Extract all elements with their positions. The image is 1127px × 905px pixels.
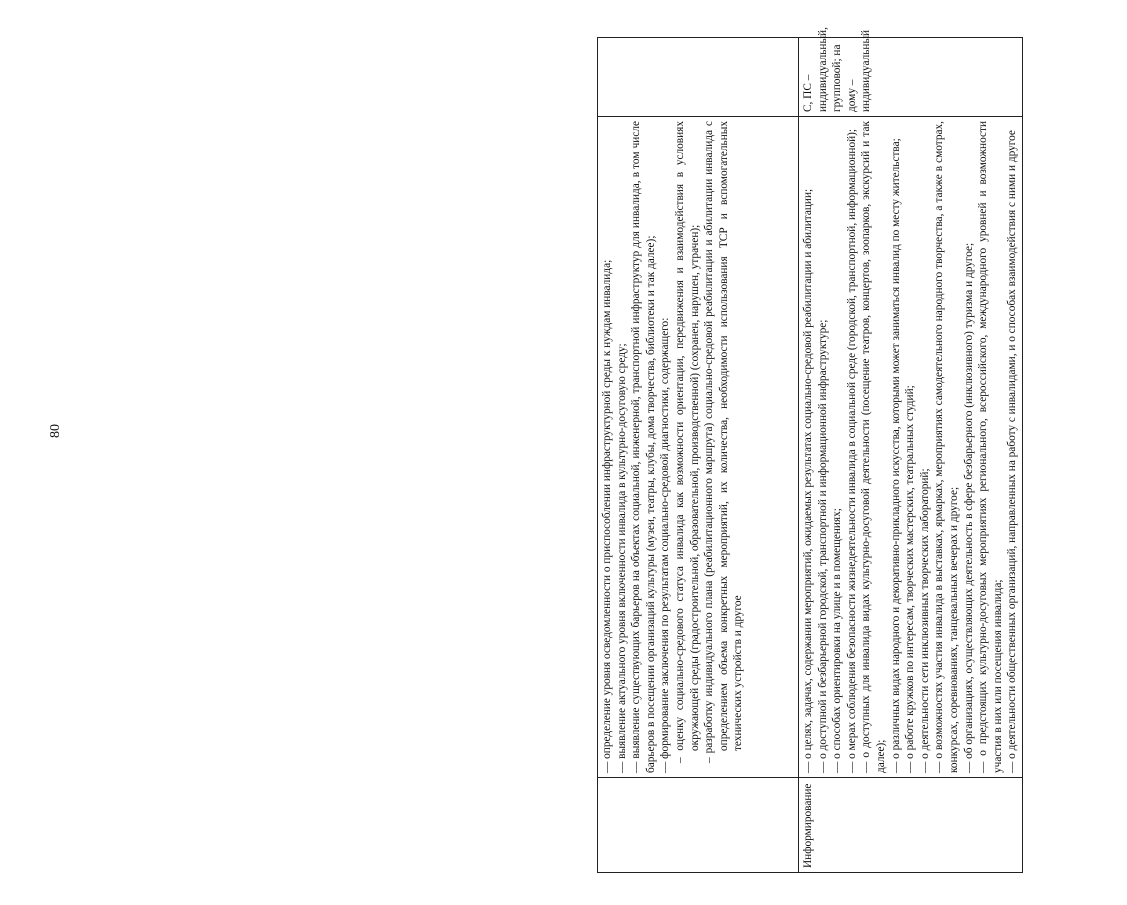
list-item: — о доступной и безбарьерной городской, транспортной и информационной инфраструктуре; bbox=[816, 319, 829, 773]
list-item: — о работе кружков по интересам, творческих мастерских, театральных студий; bbox=[904, 385, 917, 773]
row-label-cell bbox=[598, 778, 799, 873]
list-item: — о возможностях участия инвалида в выставках, ярмарках, мероприятиях самодеятельного народного творчества, а также в смотрах, конкурсах, соревнованиях, танцевальных вечерах и другое; bbox=[933, 121, 960, 773]
list-item: — определение уровня осведомленности о приспособлении инфраструктурной среды к нуждам инвалида; bbox=[601, 259, 613, 773]
list-item: — о способах ориентировки на улице и в помещениях; bbox=[831, 508, 844, 773]
table-row bbox=[598, 38, 799, 873]
row-note-cell: С, ПС – индивидуальный, групповой; на дому – индивидуальный bbox=[799, 38, 1023, 117]
row-content-cell bbox=[598, 117, 799, 778]
list-item: — формирование заключения по результатам социально-средовой диагностики, содержащего: bbox=[659, 317, 672, 773]
services-table bbox=[597, 27, 1023, 873]
list-item: — о предстоящих культурно-досуговых мероприятиях регионального, всероссийского, международного уровней и возможности участия в них или посещения инвалида; bbox=[977, 121, 1004, 773]
row-content-cell bbox=[799, 117, 1023, 778]
list-item: — о доступных для инвалида видах культурно-досуговой деятельности (посещение театров, концертов, зоопарков, экскурсий и так далее); bbox=[860, 121, 887, 773]
row-label-cell: Информирование bbox=[799, 778, 1023, 873]
list-subitem: – оценку социально-средового статуса инвалида как возможности ориентации, передвижения и взаимодействия в условиях окружающей среды (градостроительной, образовательной, производственной) (сохранен, нарушен, утрачен); bbox=[673, 121, 701, 763]
list-item: — об организациях, осуществляющих деятельность в сфере безбарьерного (инклюзивного) туризма и другое; bbox=[962, 242, 975, 773]
list-item: — о деятельности сети инклюзивных творческих лабораторий; bbox=[918, 468, 931, 773]
list-item: — выявление существующих барьеров на объектах социальной, инженерной, транспортной инфраструктур для инвалида, в том числе барьеров в посещении организаций культуры (музеи, театры, клубы, дома творчества, библиотеки и так далее); bbox=[630, 121, 657, 773]
list-item: — о мерах соблюдения безопасности жизнедеятельности инвалида в социальной среде (городской, транспортной, информационной); bbox=[845, 128, 858, 773]
page-number: 80 bbox=[48, 424, 63, 438]
list-item: — о целях, задачах, содержании мероприятий, ожидаемых результатах социально-средовой реабилитации и абилитации; bbox=[802, 188, 814, 773]
rotated-table-container bbox=[597, 27, 1127, 873]
list-item: — выявление актуального уровня включенности инвалида в культурно-досуговую среду; bbox=[615, 343, 628, 773]
list-subitem: – разработку индивидуального плана (реабилитационного маршрута) социально-средовой реабилитации и абилитации инвалида с определением объема конкретных мероприятий, их количества, необходимости использования ТСР и вспомогательных технических устройств и другое bbox=[703, 121, 745, 763]
list-item: — о деятельности общественных организаций, направленных на работу с инвалидами, и о способах взаимодействия с ними и другое bbox=[1006, 130, 1019, 773]
table-row bbox=[799, 38, 1023, 873]
list-item: — о различных видах народного и декоративно-прикладного искусства, которыми может заниматься инвалид по месту жительства; bbox=[889, 138, 902, 773]
row-note-cell bbox=[598, 38, 799, 117]
